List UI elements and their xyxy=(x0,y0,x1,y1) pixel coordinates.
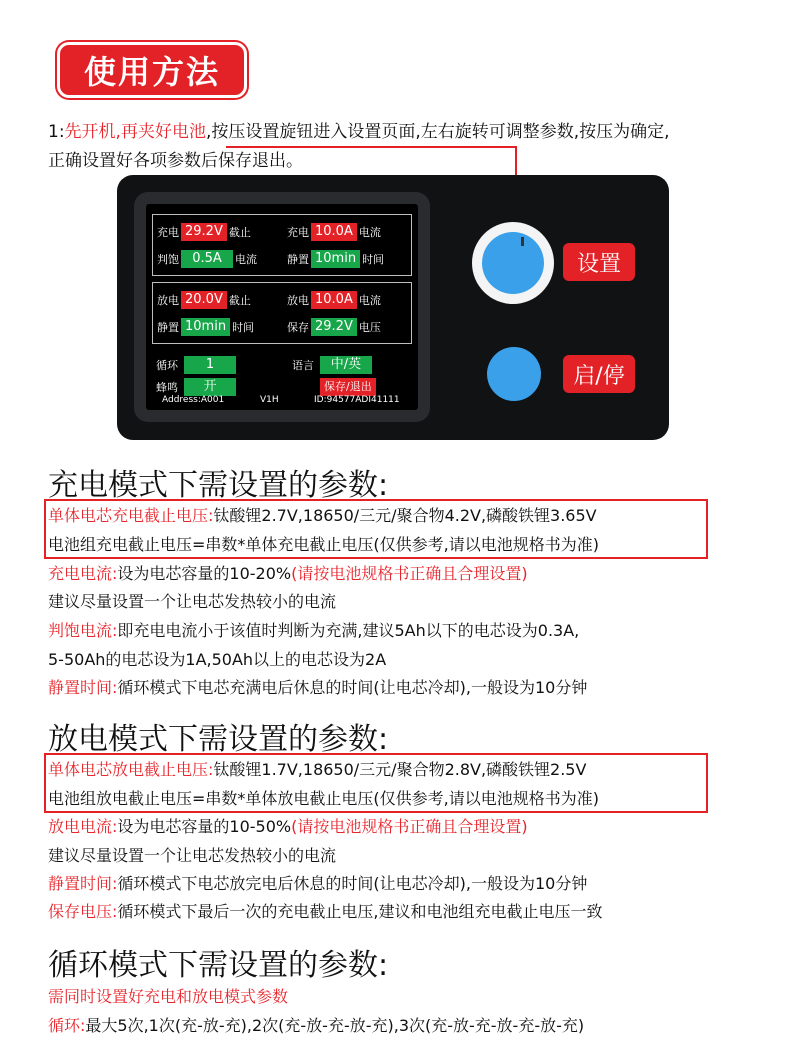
knob-center[interactable] xyxy=(482,232,544,294)
key-label: 静置时间: xyxy=(48,678,118,697)
device-panel xyxy=(117,175,669,440)
charge-row-1 xyxy=(153,221,411,243)
intro-press-word: 按压 xyxy=(211,122,246,142)
value-text: 循环模式下电芯充满电后休息的时间(让电芯冷却),一般设为10分钟 xyxy=(117,678,588,697)
discharge-line-1 xyxy=(48,759,586,781)
value-text: 设为电芯容量的10-50% xyxy=(117,817,292,836)
intro-rest: 设置旋钮进入设置页面,左右旋转可调整参数,按压为确定, xyxy=(245,122,670,142)
charge-label: 充电 xyxy=(157,226,179,239)
current-label: 电流 xyxy=(358,226,381,239)
device-screen xyxy=(146,204,418,410)
discharge-rest-time-value[interactable]: 10min xyxy=(181,318,230,336)
key-label: 保存电压: xyxy=(48,902,118,921)
discharge-line-5 xyxy=(48,873,587,895)
value-text: 即充电电流小于该值时判断为充满,建议5Ah以下的电芯设为0.3A, xyxy=(117,621,580,640)
note-text: (请按电池规格书正确且合理设置) xyxy=(291,817,528,836)
intro-line-2: 正确设置好各项参数后保存退出。 xyxy=(48,151,303,171)
charge-rest-time-value[interactable]: 10min xyxy=(311,250,360,268)
key-label: 静置时间: xyxy=(48,874,118,893)
intro-separator: , xyxy=(205,122,212,142)
value-text: 循环模式下最后一次的充电截止电压,建议和电池组充电截止电压一致 xyxy=(117,902,603,921)
cycle-line-2 xyxy=(48,1015,584,1037)
key-label: 循环: xyxy=(48,1016,86,1035)
charge-settings-group xyxy=(152,214,412,276)
note-text: (请按电池规格书正确且合理设置) xyxy=(291,564,528,583)
discharge-line-3 xyxy=(48,816,528,838)
discharge-line-6 xyxy=(48,901,603,923)
language-label: 语言 xyxy=(292,359,314,372)
settings-knob[interactable] xyxy=(472,222,554,304)
language-value[interactable]: 中/英 xyxy=(320,356,372,374)
discharge-row-2 xyxy=(153,316,411,338)
value-text: 钛酸锂1.7V,18650/三元/聚合物2.8V,磷酸铁锂2.5V xyxy=(213,760,587,779)
intro-step-number: 1: xyxy=(48,122,65,142)
value-text: 钛酸锂2.7V,18650/三元/聚合物4.2V,磷酸铁锂3.65V xyxy=(213,506,597,525)
save-label: 保存 xyxy=(287,321,309,334)
value-text: 最大5次,1次(充-放-充),2次(充-放-充-放-充),3次(充-放-充-放-充-放-充) xyxy=(85,1016,585,1035)
cycle-section-heading: 循环模式下需设置的参数: xyxy=(48,948,389,983)
version-text: V1H xyxy=(260,395,279,405)
charge-row-2 xyxy=(153,248,411,270)
save-voltage-value[interactable]: 29.2V xyxy=(311,318,357,336)
intro-highlight: 先开机,再夹好电池 xyxy=(64,122,206,142)
cycle-setting xyxy=(156,354,238,376)
discharge-current-value[interactable]: 10.0A xyxy=(311,291,357,309)
discharge-line-4: 建议尽量设置一个让电芯发热较小的电流 xyxy=(48,846,337,865)
settings-label: 设置 xyxy=(563,243,635,281)
full-label: 判饱 xyxy=(157,253,179,266)
discharge-line-2: 电池组放电截止电压=串数*单体放电截止电压(仅供参考,请以电池规格书为准) xyxy=(48,789,599,808)
discharge-row-1 xyxy=(153,289,411,311)
charge-line-5 xyxy=(48,620,579,642)
discharge-section-heading: 放电模式下需设置的参数: xyxy=(48,722,389,757)
key-label: 判饱电流: xyxy=(48,621,118,640)
beep-value[interactable]: 开 xyxy=(184,378,236,396)
discharge-cutoff-voltage-value[interactable]: 20.0V xyxy=(181,291,227,309)
charge-line-4: 建议尽量设置一个让电芯发热较小的电流 xyxy=(48,592,337,611)
charge-line-2: 电池组充电截止电压=串数*单体充电截止电压(仅供参考,请以电池规格书为准) xyxy=(48,535,599,554)
charge-line-7 xyxy=(48,677,587,699)
key-label: 单体电芯放电截止电压: xyxy=(48,760,214,779)
time-label: 时间 xyxy=(362,253,385,266)
page-title: 使用方法 xyxy=(57,42,247,98)
knob-indicator-icon xyxy=(521,237,524,246)
time-label: 时间 xyxy=(232,321,255,334)
connector-line xyxy=(226,146,517,148)
voltage-label: 电压 xyxy=(358,321,381,334)
address-text: Address:A001 xyxy=(162,395,225,405)
rest-label: 静置 xyxy=(157,321,179,334)
start-stop-label: 启/停 xyxy=(563,355,635,393)
current-label: 电流 xyxy=(358,294,381,307)
discharge-settings-group xyxy=(152,282,412,344)
screen-bezel xyxy=(134,192,430,422)
charge-line-1 xyxy=(48,505,597,527)
key-label: 单体电芯充电截止电压: xyxy=(48,506,214,525)
rest-label: 静置 xyxy=(287,253,309,266)
connector-line-vertical xyxy=(515,146,517,178)
charge-section-heading: 充电模式下需设置的参数: xyxy=(48,468,389,503)
key-label: 放电电流: xyxy=(48,817,118,836)
cutoff-label: 截止 xyxy=(228,294,251,307)
cycle-value[interactable]: 1 xyxy=(184,356,236,374)
key-label: 充电电流: xyxy=(48,564,118,583)
discharge-label: 放电 xyxy=(157,294,179,307)
charge-label: 充电 xyxy=(287,226,309,239)
cutoff-label: 截止 xyxy=(228,226,251,239)
start-stop-button[interactable] xyxy=(487,347,541,401)
charge-cutoff-voltage-value[interactable]: 29.2V xyxy=(181,223,227,241)
cycle-label: 循环 xyxy=(156,359,178,372)
value-text: 循环模式下电芯放完电后休息的时间(让电芯冷却),一般设为10分钟 xyxy=(117,874,588,893)
beep-label: 蜂鸣 xyxy=(156,381,178,394)
language-setting xyxy=(292,354,374,376)
discharge-label: 放电 xyxy=(287,294,309,307)
charge-line-3 xyxy=(48,563,528,585)
full-current-value[interactable]: 0.5A xyxy=(181,250,233,268)
charge-current-value[interactable]: 10.0A xyxy=(311,223,357,241)
charge-line-6: 5-50Ah的电芯设为1A,50Ah以上的电芯设为2A xyxy=(48,650,387,669)
value-text: 设为电芯容量的10-20% xyxy=(117,564,292,583)
save-exit-button[interactable]: 保存/退出 xyxy=(320,378,376,396)
device-id-text: ID:94577ADI41111 xyxy=(314,395,400,405)
current-label: 电流 xyxy=(235,253,257,266)
cycle-line-1: 需同时设置好充电和放电模式参数 xyxy=(48,987,289,1006)
